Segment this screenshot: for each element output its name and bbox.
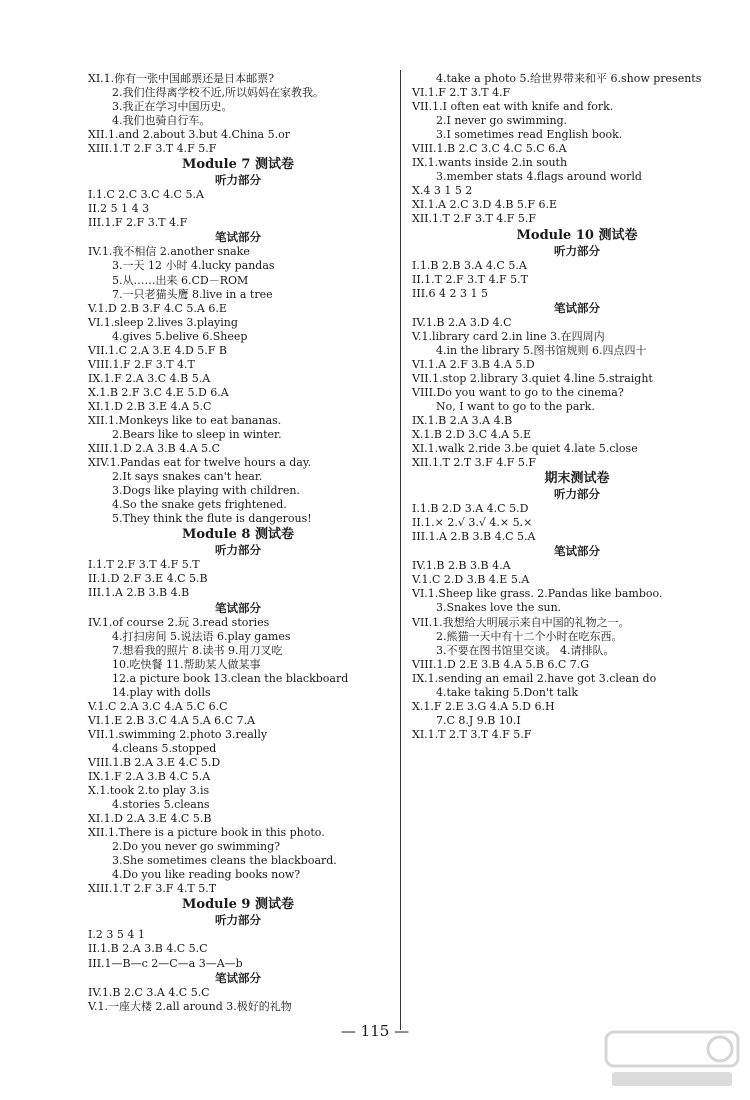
subsection-title: 笔试部分	[215, 970, 261, 985]
answer-line: XII.1.T 2.F 3.T 4.F 5.F	[412, 212, 537, 226]
answer-line: VI.1.sleep 2.lives 3.playing	[88, 315, 238, 329]
answer-line: V.1.一座大楼 2.all around 3.极好的礼物	[88, 999, 292, 1013]
subsection-title: 听力部分	[215, 173, 261, 188]
answer-line: 10.吃快餐 11.帮助某人做某事	[112, 657, 261, 671]
answer-line: No, I want to go to the park.	[436, 399, 595, 413]
answer-line: 5.从……出来 6.CD－ROM	[112, 273, 249, 287]
answer-line: 4.cleans 5.stopped	[112, 741, 217, 755]
answer-line: I.1.B 2.B 3.A 4.C 5.A	[412, 258, 527, 272]
answer-line: VI.1.A 2.F 3.B 4.A 5.D	[412, 357, 535, 371]
answer-line: XIII.1.T 2.F 3.T 4.F 5.F	[88, 142, 217, 156]
answer-line: XII.1.T 2.T 3.F 4.F 5.F	[412, 456, 537, 470]
answer-line: 3.member stats 4.flags around world	[436, 170, 642, 184]
answer-line: X.4 3 1 5 2	[412, 184, 473, 198]
answer-line: 4.stories 5.cleans	[112, 798, 210, 812]
section-title: Module 8 测试卷	[182, 527, 294, 543]
section-title: Module 9 测试卷	[182, 897, 294, 913]
subsection-title: 笔试部分	[554, 300, 600, 315]
answer-line: III.1.A 2.B 3.B 4.C 5.A	[412, 530, 536, 544]
answer-line: II.2 5 1 4 3	[88, 202, 150, 216]
answer-line: 3.我正在学习中国历史。	[112, 100, 233, 114]
subsection-title: 听力部分	[554, 487, 600, 502]
answer-line: VII.1.swimming 2.photo 3.really	[88, 727, 268, 741]
answer-line: 4.我们也骑自行车。	[112, 114, 211, 128]
answer-line: XII.1.There is a picture book in this photo.	[88, 826, 325, 840]
answer-line: 4.So the snake gets frightened.	[112, 498, 287, 512]
answer-line: VIII.Do you want to go to the cinema?	[412, 385, 624, 399]
subsection-title: 听力部分	[554, 243, 600, 258]
answer-line: 2.我们住得离学校不近,所以妈妈在家教我。	[112, 86, 324, 100]
answer-line: VII.1.C 2.A 3.E 4.D 5.F B	[88, 343, 228, 357]
answer-line: 3.一天 12 小时 4.lucky pandas	[112, 259, 275, 273]
subsection-title: 笔试部分	[215, 230, 261, 245]
answer-line: 5.They think the flute is dangerous!	[112, 512, 312, 526]
answer-line: 3.Snakes love the sun.	[436, 601, 562, 615]
section-title: Module 7 测试卷	[182, 157, 294, 173]
answer-line: 14.play with dolls	[112, 685, 211, 699]
answer-line: II.1.B 2.A 3.B 4.C 5.C	[88, 942, 208, 956]
answer-line: VIII.1.F 2.F 3.T 4.T	[88, 357, 195, 371]
answer-line: V.1.C 2.A 3.C 4.A 5.C 6.C	[88, 699, 228, 713]
answer-line: IX.1.B 2.A 3.A 4.B	[412, 413, 513, 427]
answer-line: 2.It says snakes can't hear.	[112, 470, 263, 484]
answer-line: IV.1.我不相信 2.another snake	[88, 245, 250, 259]
answer-line: VIII.1.B 2.A 3.E 4.C 5.D	[88, 755, 221, 769]
answer-line: 7.想看我的照片 8.读书 9.用刀叉吃	[112, 643, 283, 657]
answer-line: I.1.B 2.D 3.A 4.C 5.D	[412, 502, 529, 516]
answer-line: VI.1.Sheep like grass. 2.Pandas like bamboo.	[412, 587, 663, 601]
watermark-logo-icon	[602, 1024, 742, 1094]
answer-line: V.1.C 2.D 3.B 4.E 5.A	[412, 573, 530, 587]
section-title: 期末测试卷	[544, 471, 610, 487]
subsection-title: 笔试部分	[215, 600, 261, 615]
answer-line: XI.1.D 2.A 3.E 4.C 5.B	[88, 812, 212, 826]
answer-line: 3.Dogs like playing with children.	[112, 484, 300, 498]
answer-line: 4.打扫房间 5.说法语 6.play games	[112, 629, 291, 643]
answer-line: IX.1.F 2.A 3.B 4.C 5.A	[88, 770, 211, 784]
answer-line: IX.1.wants inside 2.in south	[412, 156, 568, 170]
answer-line: III.1—B—c 2—C—a 3—A—b	[88, 956, 243, 970]
answer-line: 3.I sometimes read English book.	[436, 128, 623, 142]
answer-line: XIII.1.D 2.A 3.B 4.A 5.C	[88, 442, 221, 456]
answer-line: IX.1.sending an email 2.have got 3.clean do	[412, 671, 657, 685]
answer-line: V.1.library card 2.in line 3.在四周内	[412, 329, 605, 343]
answer-line: 7.一只老猫头鹰 8.live in a tree	[112, 287, 273, 301]
answer-line: VI.1.E 2.B 3.C 4.A 5.A 6.C 7.A	[88, 713, 256, 727]
answer-line: 2.I never go swimming.	[436, 114, 568, 128]
answer-line: II.1.T 2.F 3.T 4.F 5.T	[412, 272, 528, 286]
answer-line: 3.She sometimes cleans the blackboard.	[112, 854, 337, 868]
answer-line: XII.1.Monkeys like to eat bananas.	[88, 413, 282, 427]
answer-line: III.6 4 2 3 1 5	[412, 286, 489, 300]
answer-line: XI.1.T 2.T 3.T 4.F 5.F	[412, 727, 532, 741]
answer-line: VII.1.stop 2.library 3.quiet 4.line 5.straight	[412, 371, 653, 385]
answer-line: 12.a picture book 13.clean the blackboard	[112, 671, 349, 685]
answer-line: IV.1.B 2.A 3.D 4.C	[412, 315, 512, 329]
answer-line: IV.1.of course 2.玩 3.read stories	[88, 615, 270, 629]
answer-line: III.1.F 2.F 3.T 4.F	[88, 216, 188, 230]
answer-line: X.1.B 2.F 3.C 4.E 5.D 6.A	[88, 385, 229, 399]
answer-line: X.1.F 2.E 3.G 4.A 5.D 6.H	[412, 699, 555, 713]
subsection-title: 听力部分	[215, 543, 261, 558]
answer-line: 4.take a photo 5.给世界带来和平 6.show presents	[436, 72, 702, 85]
answer-line: 4.in the library 5.图书馆规则 6.四点四十	[436, 343, 647, 357]
answer-line: 4.Do you like reading books now?	[112, 868, 301, 882]
answer-line: I.1.C 2.C 3.C 4.C 5.A	[88, 188, 204, 202]
right-column	[412, 72, 742, 742]
subsection-title: 听力部分	[215, 913, 261, 928]
answer-line: 7.C 8.J 9.B 10.I	[436, 713, 521, 727]
answer-line: 2.Do you never go swimming?	[112, 840, 281, 854]
section-title: Module 10 测试卷	[516, 227, 638, 243]
answer-line: II.1.× 2.√ 3.√ 4.× 5.×	[412, 516, 533, 530]
answer-line: XIV.1.Pandas eat for twelve hours a day.	[88, 456, 312, 470]
subsection-title: 笔试部分	[554, 544, 600, 559]
answer-line: IX.1.F 2.A 3.C 4.B 5.A	[88, 371, 211, 385]
answer-line: VIII.1.D 2.E 3.B 4.A 5.B 6.C 7.G	[412, 657, 590, 671]
answer-line: I.1.T 2.F 3.T 4.F 5.T	[88, 558, 200, 572]
answer-line: XI.1.你有一张中国邮票还是日本邮票?	[88, 72, 275, 85]
answer-line: XI.1.D 2.B 3.E 4.A 5.C	[88, 399, 212, 413]
answer-line: VI.1.F 2.T 3.T 4.F	[412, 86, 511, 100]
page-number: — 115 —	[340, 1022, 410, 1040]
column-divider	[400, 70, 401, 1030]
answer-line: V.1.D 2.B 3.F 4.C 5.A 6.E	[88, 301, 227, 315]
answer-line: III.1.A 2.B 3.B 4.B	[88, 586, 190, 600]
answer-line: XI.1.A 2.C 3.D 4.B 5.F 6.E	[412, 198, 558, 212]
answer-line: X.1.took 2.to play 3.is	[88, 784, 210, 798]
answer-line: XI.1.walk 2.ride 3.be quiet 4.late 5.close	[412, 442, 638, 456]
answer-line: 2.熊猫一天中有十二个小时在吃东西。	[436, 629, 623, 643]
answer-line: XIII.1.T 2.F 3.F 4.T 5.T	[88, 882, 217, 896]
answer-line: XII.1.and 2.about 3.but 4.China 5.or	[88, 128, 290, 142]
answer-line: II.1.D 2.F 3.E 4.C 5.B	[88, 572, 208, 586]
answer-line: X.1.B 2.D 3.C 4.A 5.E	[412, 428, 532, 442]
answer-line: 2.Bears like to sleep in winter.	[112, 428, 282, 442]
answer-line: 3.不要在图书馆里交谈。 4.请排队。	[436, 643, 615, 657]
answer-line: IV.1.B 2.C 3.A 4.C 5.C	[88, 985, 210, 999]
answer-line: IV.1.B 2.B 3.B 4.A	[412, 559, 511, 573]
left-column	[88, 72, 388, 1014]
answer-line: VII.1.I often eat with knife and fork.	[412, 100, 614, 114]
answer-line: I.2 3 5 4 1	[88, 928, 145, 942]
answer-line: 4.take taking 5.Don't talk	[436, 685, 579, 699]
answer-line: 4.gives 5.belive 6.Sheep	[112, 329, 248, 343]
answer-line: VII.1.我想给大明展示来自中国的礼物之一。	[412, 615, 630, 629]
answer-line: VIII.1.B 2.C 3.C 4.C 5.C 6.A	[412, 142, 567, 156]
